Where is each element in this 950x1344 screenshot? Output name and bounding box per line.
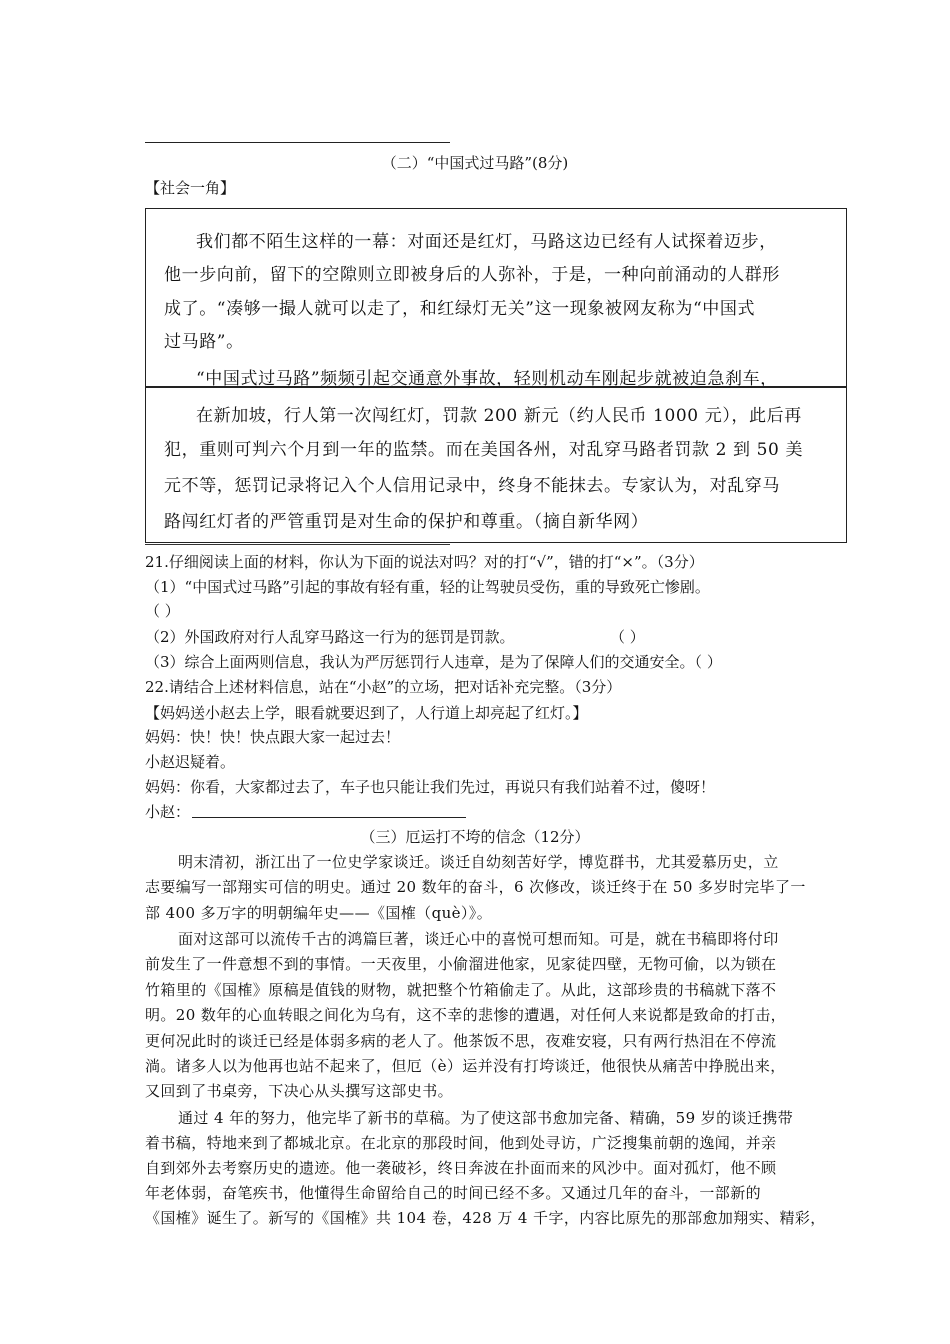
q21-item-3: （3）综合上面两则信息，我认为严厉惩罚行人违章，是为了保障人们的交通安全。（ ） xyxy=(145,653,722,671)
p1-line: 明末清初，浙江出了一位史学家谈迁。谈迁自幼刻苦好学，博览群书，尤其爱慕历史，立 xyxy=(178,853,779,871)
box2-line: 在新加坡，行人第一次闯红灯，罚款 200 新元（约人民币 1000 元），此后再 xyxy=(196,406,802,426)
box1-line: 我们都不陌生这样的一幕：对面还是红灯，马路这边已经有人试探着迈步， xyxy=(196,232,777,252)
p3-line: 通过 4 年的努力，他完毕了新书的草稿。为了使这部书愈加完备、精确，59 岁的谈迁携带 xyxy=(178,1109,794,1127)
answer-blank-line[interactable] xyxy=(192,817,466,818)
box2-line: 元不等，惩罚记录将记入个人信用记录中，终身不能抹去。专家认为，对乱穿马 xyxy=(164,476,780,496)
box2-line: 犯，重则可判六个月到一年的监禁。而在美国各州，对乱穿马路者罚款 2 到 50 美 xyxy=(164,440,804,460)
p2-line: 又回到了书桌旁，下决心从头撰写这部史书。 xyxy=(145,1082,454,1100)
p3-line: 着书稿，特地来到了都城北京。在北京的那段时间，他到处寻访，广泛搜集前朝的逸闻，并亲 xyxy=(145,1134,777,1152)
p2-line: 竹箱里的《国榷》原稿是值钱的财物，就把整个竹箱偷走了。从此，这部珍贵的书稿就下落不 xyxy=(145,981,777,999)
p2-line: 淌。诸多人以为他再也站不起来了，但厄（è）运并没有打垮谈迁，他很快从痛苦中挣脱出来， xyxy=(145,1057,786,1075)
p2-line: 面对这部可以流传千古的鸿篇巨著，谈迁心中的喜悦可想而知。可是，就在书稿即将付印 xyxy=(178,930,779,948)
box1-line: “中国式过马路”频频引起交通意外事故，轻则机动车刚起步就被迫急刹车， xyxy=(196,369,778,388)
q22-dialog-narration: 小赵迟疑着。 xyxy=(145,753,236,771)
box-bottom-rule xyxy=(145,544,450,545)
p2-line: 更何况此时的谈迁已经是体弱多病的老人了。他茶饭不思，夜难安寝，只有两行热泪在不停流 xyxy=(145,1032,777,1050)
q22-scene: 【妈妈送小赵去上学，眼看就要迟到了，人行道上却亮起了红灯。】 xyxy=(145,704,588,722)
p3-line: 年老体弱，奋笔疾书，他懂得生命留给自己的时间已经不多。又通过几年的奋斗，一部新的 xyxy=(145,1184,762,1202)
section-label: 【社会一角】 xyxy=(145,179,236,197)
q21-item-1: （1）“中国式过马路”引起的事故有轻有重，轻的让驾驶员受伤，重的导致死亡惨剧。 xyxy=(145,578,710,596)
box1-line: 他一步向前，留下的空隙则立即被身后的人弥补，于是，一种向前涌动的人群形 xyxy=(164,265,780,285)
box1-line: 过马路”。 xyxy=(164,332,244,352)
q22-dialog-mom-2: 妈妈：你看，大家都过去了，车子也只能让我们先过，再说只有我们站着不过，傻呀！ xyxy=(145,778,716,796)
p1-line: 部 400 多万字的明朝编年史——《国榷（què）》。 xyxy=(145,904,493,922)
p1-line: 志要编写一部翔实可信的明史。通过 20 数年的奋斗，6 次修改，谈迁终于在 50 多岁时完毕了一 xyxy=(145,878,806,896)
p2-line: 前发生了一件意想不到的事情。一天夜里，小偷溜进他家，见家徒四壁，无物可偷，以为锁在 xyxy=(145,955,777,973)
box2-line: 路闯红灯者的严管重罚是对生命的保护和尊重。（摘自新华网） xyxy=(164,512,649,532)
box1-line: 成了。“凑够一撮人就可以走了，和红绿灯无关”这一现象被网友称为“中国式 xyxy=(164,299,756,319)
material-box-1 xyxy=(145,208,847,388)
q21-item-2-answer[interactable]: （ ） xyxy=(610,628,645,646)
header-rule xyxy=(145,142,450,143)
part3-title: （三）厄运打不垮的信念（12分） xyxy=(360,828,590,846)
p3-line: 自到郊外去考察历史的遗迹。他一袭破衫，终日奔波在扑面而来的风沙中。面对孤灯，他不顾 xyxy=(145,1159,777,1177)
q22-stem: 22.请结合上述材料信息，站在“小赵”的立场，把对话补充完整。（3分） xyxy=(145,678,622,696)
material-box-2 xyxy=(145,386,847,543)
q22-dialog-xiaozhao: 小赵： xyxy=(145,803,191,821)
q22-dialog-mom-1: 妈妈：快！快！快点跟大家一起过去！ xyxy=(145,728,401,746)
p3-line: 《国榷》诞生了。新写的《国榷》共 104 卷，428 万 4 千字，内容比原先的那部愈加翔实、精彩， xyxy=(145,1209,826,1227)
q21-stem: 21.仔细阅读上面的材料，你认为下面的说法对吗？对的打“√”，错的打“×”。（3分） xyxy=(145,553,704,571)
q21-item-2: （2）外国政府对行人乱穿马路这一行为的惩罚是罚款。 xyxy=(145,628,515,646)
part2-title: （二）“中国式过马路”(8分) xyxy=(381,154,569,172)
p2-line: 明。20 数年的心血转眼之间化为乌有，这不幸的悲惨的遭遇，对任何人来说都是致命的打击， xyxy=(145,1006,787,1024)
q21-item-1-answer[interactable]: （ ） xyxy=(145,602,180,620)
